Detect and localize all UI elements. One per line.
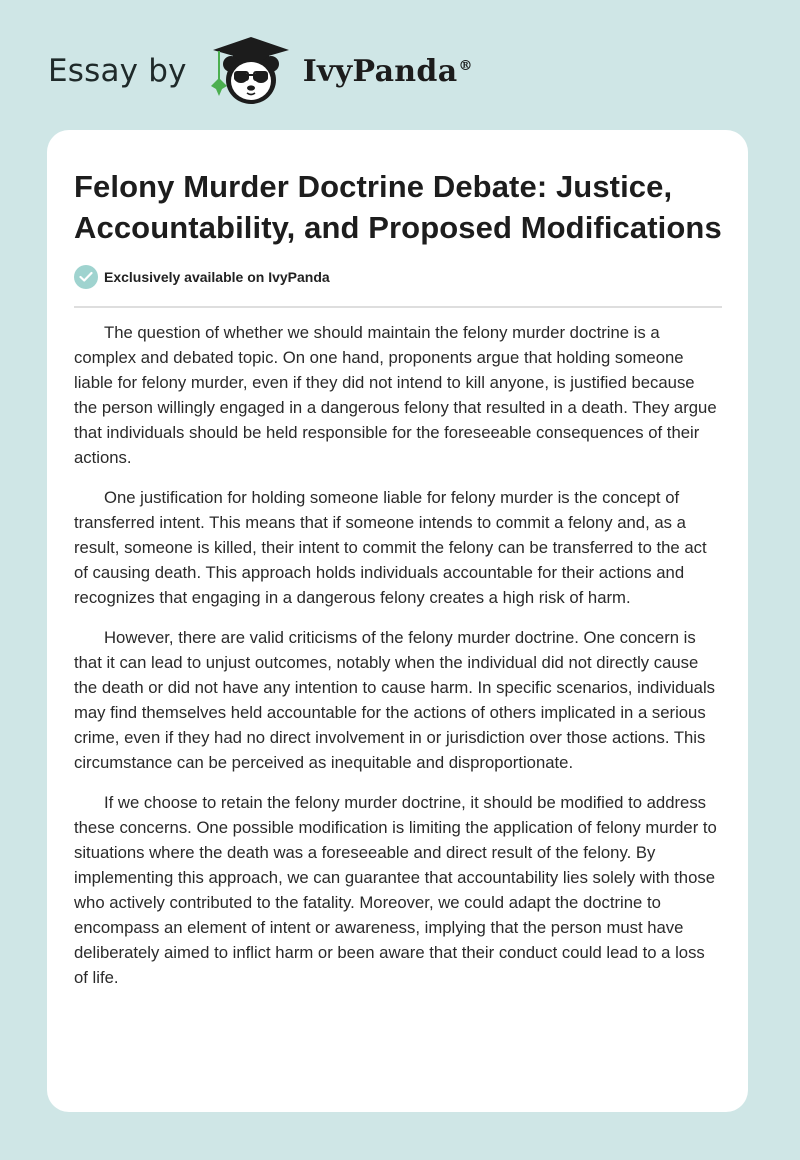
site-header <box>48 34 473 108</box>
paragraph: One justification for holding someone liable for felony murder is the concept of transferred intent. This means that if someone intends to commit a felony and, as a result, someone is killed, their intent to commit the felony can be transferred to the act of causing death. This approach holds individuals accountable for their actions and recognizes that engaging in a dangerous felony creates a high risk of harm. <box>74 488 707 607</box>
exclusive-badge-label: Exclusively available on IvyPanda <box>104 269 330 285</box>
ivypanda-logo-link[interactable] <box>205 34 473 108</box>
page-title: Felony Murder Doctrine Debate: Justice, Accountability, and Proposed Modifications <box>74 169 722 245</box>
brand-name: IvyPanda® <box>302 53 473 89</box>
exclusive-badge <box>74 264 722 290</box>
divider <box>74 306 722 308</box>
panda-graduation-cap-icon <box>205 34 297 108</box>
essay-by-label: Essay by <box>48 53 187 89</box>
check-circle-icon <box>74 265 98 289</box>
essay-card <box>47 130 748 1112</box>
paragraph: If we choose to retain the felony murder doctrine, it should be modified to address these concerns. One possible modification is limiting the application of felony murder to situations where the death was a foreseeable and direct result of the felony. By implementing this approach, we can guarantee that accountability lies solely with those who actively contributed to the fatality. Moreover, we could adapt the doctrine to encompass an element of intent or awareness, implying that the person must have deliberately aimed to inflict harm or been aware that their conduct could lead to a loss of life. <box>74 793 717 987</box>
paragraph: The question of whether we should maintain the felony murder doctrine is a complex and debated topic. On one hand, proponents argue that holding someone liable for felony murder, even if they did not intend to kill anyone, is justified because the person willingly engaged in a dangerous felony that resulted in a death. They argue that individuals should be held responsible for the foreseeable consequences of their actions. <box>74 323 717 467</box>
paragraph: However, there are valid criticisms of the felony murder doctrine. One concern is that it can lead to unjust outcomes, notably when the individual did not directly cause the death or did not have any intention to cause harm. In specific scenarios, individuals may find themselves held accountable for the actions of others implicated in a serious crime, even if they had no direct involvement in or jurisdiction over those actions. This circumstance can be perceived as inequitable and disproportionate. <box>74 628 715 772</box>
essay-body <box>74 320 722 990</box>
